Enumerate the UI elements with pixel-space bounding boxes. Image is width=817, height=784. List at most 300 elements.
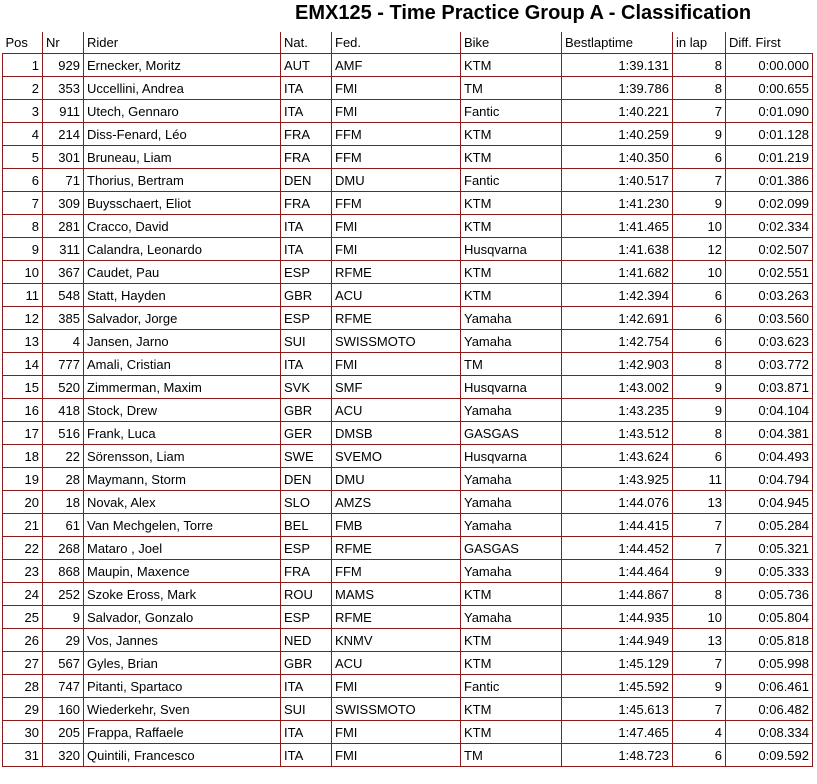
page-title: EMX125 - Time Practice Group A - Classification <box>295 2 752 24</box>
cell-nr: 252 <box>43 583 84 606</box>
cell-nr: 520 <box>43 376 84 399</box>
cell-pos: 11 <box>3 284 43 307</box>
cell-bike: KTM <box>461 698 562 721</box>
cell-fed: FFM <box>332 123 461 146</box>
cell-fed: FMI <box>332 721 461 744</box>
cell-nat: BEL <box>281 514 332 537</box>
cell-nr: 868 <box>43 560 84 583</box>
cell-pos: 29 <box>3 698 43 721</box>
cell-nat: ESP <box>281 606 332 629</box>
table-row <box>3 445 813 468</box>
cell-nat: DEN <box>281 468 332 491</box>
cell-nr: 747 <box>43 675 84 698</box>
cell-diff-first: 0:01.386 <box>726 169 813 192</box>
cell-nr: 29 <box>43 629 84 652</box>
cell-bestlaptime: 1:43.235 <box>562 399 673 422</box>
cell-nat: FRA <box>281 192 332 215</box>
cell-nr: 309 <box>43 192 84 215</box>
cell-nr: 18 <box>43 491 84 514</box>
cell-rider: Thorius, Bertram <box>84 169 281 192</box>
cell-in-lap: 6 <box>673 284 726 307</box>
cell-in-lap: 6 <box>673 307 726 330</box>
cell-diff-first: 0:05.818 <box>726 629 813 652</box>
cell-rider: Ernecker, Moritz <box>84 54 281 77</box>
cell-bestlaptime: 1:41.465 <box>562 215 673 238</box>
cell-nat: AUT <box>281 54 332 77</box>
cell-diff-first: 0:03.560 <box>726 307 813 330</box>
cell-pos: 21 <box>3 514 43 537</box>
cell-nat: ITA <box>281 744 332 767</box>
cell-nr: 301 <box>43 146 84 169</box>
cell-pos: 10 <box>3 261 43 284</box>
cell-in-lap: 8 <box>673 353 726 376</box>
cell-rider: Pitanti, Spartaco <box>84 675 281 698</box>
cell-bike: KTM <box>461 583 562 606</box>
cell-pos: 2 <box>3 77 43 100</box>
cell-diff-first: 0:02.334 <box>726 215 813 238</box>
cell-nr: 567 <box>43 652 84 675</box>
cell-bike: KTM <box>461 629 562 652</box>
cell-pos: 7 <box>3 192 43 215</box>
cell-pos: 20 <box>3 491 43 514</box>
cell-in-lap: 9 <box>673 399 726 422</box>
cell-bestlaptime: 1:44.452 <box>562 537 673 560</box>
table-row <box>3 353 813 376</box>
cell-pos: 17 <box>3 422 43 445</box>
cell-nat: ITA <box>281 100 332 123</box>
cell-pos: 28 <box>3 675 43 698</box>
cell-fed: DMU <box>332 169 461 192</box>
cell-bestlaptime: 1:44.867 <box>562 583 673 606</box>
cell-bike: KTM <box>461 652 562 675</box>
cell-in-lap: 7 <box>673 698 726 721</box>
cell-nat: GER <box>281 422 332 445</box>
cell-diff-first: 0:03.623 <box>726 330 813 353</box>
table-row <box>3 560 813 583</box>
cell-nat: FRA <box>281 560 332 583</box>
cell-diff-first: 0:01.128 <box>726 123 813 146</box>
table-row <box>3 100 813 123</box>
cell-bike: KTM <box>461 284 562 307</box>
cell-in-lap: 8 <box>673 77 726 100</box>
cell-bike: Husqvarna <box>461 376 562 399</box>
cell-bestlaptime: 1:43.624 <box>562 445 673 468</box>
cell-nr: 929 <box>43 54 84 77</box>
cell-bike: Yamaha <box>461 307 562 330</box>
cell-diff-first: 0:02.551 <box>726 261 813 284</box>
cell-rider: Van Mechgelen, Torre <box>84 514 281 537</box>
table-row <box>3 491 813 514</box>
cell-diff-first: 0:04.493 <box>726 445 813 468</box>
table-row <box>3 652 813 675</box>
cell-in-lap: 10 <box>673 261 726 284</box>
cell-fed: DMSB <box>332 422 461 445</box>
header-pos: Pos <box>3 32 43 54</box>
header-nat: Nat. <box>281 32 332 54</box>
table-row <box>3 192 813 215</box>
cell-in-lap: 8 <box>673 54 726 77</box>
cell-nr: 777 <box>43 353 84 376</box>
cell-bike: Fantic <box>461 675 562 698</box>
cell-fed: FFM <box>332 560 461 583</box>
cell-nr: 548 <box>43 284 84 307</box>
cell-rider: Frank, Luca <box>84 422 281 445</box>
cell-bestlaptime: 1:39.786 <box>562 77 673 100</box>
cell-nr: 268 <box>43 537 84 560</box>
cell-nr: 205 <box>43 721 84 744</box>
cell-rider: Calandra, Leonardo <box>84 238 281 261</box>
cell-nat: GBR <box>281 399 332 422</box>
cell-bestlaptime: 1:43.512 <box>562 422 673 445</box>
cell-diff-first: 0:05.321 <box>726 537 813 560</box>
cell-nr: 9 <box>43 606 84 629</box>
cell-bike: Yamaha <box>461 330 562 353</box>
cell-nr: 516 <box>43 422 84 445</box>
cell-fed: FMI <box>332 675 461 698</box>
cell-in-lap: 9 <box>673 192 726 215</box>
cell-bestlaptime: 1:47.465 <box>562 721 673 744</box>
cell-nat: ESP <box>281 537 332 560</box>
cell-bike: Yamaha <box>461 468 562 491</box>
cell-pos: 5 <box>3 146 43 169</box>
cell-diff-first: 0:08.334 <box>726 721 813 744</box>
cell-bestlaptime: 1:42.903 <box>562 353 673 376</box>
cell-pos: 19 <box>3 468 43 491</box>
table-row <box>3 307 813 330</box>
cell-nat: SUI <box>281 698 332 721</box>
header-nr: Nr <box>43 32 84 54</box>
cell-pos: 27 <box>3 652 43 675</box>
table-row <box>3 238 813 261</box>
table-row <box>3 146 813 169</box>
cell-bestlaptime: 1:45.129 <box>562 652 673 675</box>
cell-in-lap: 8 <box>673 583 726 606</box>
cell-in-lap: 6 <box>673 146 726 169</box>
cell-fed: AMF <box>332 54 461 77</box>
cell-diff-first: 0:01.219 <box>726 146 813 169</box>
table-row <box>3 399 813 422</box>
cell-rider: Quintili, Francesco <box>84 744 281 767</box>
cell-in-lap: 7 <box>673 537 726 560</box>
cell-in-lap: 7 <box>673 100 726 123</box>
table-row <box>3 744 813 767</box>
cell-diff-first: 0:01.090 <box>726 100 813 123</box>
table-row <box>3 606 813 629</box>
cell-bestlaptime: 1:43.002 <box>562 376 673 399</box>
header-bestlaptime: Bestlaptime <box>562 32 673 54</box>
cell-nr: 418 <box>43 399 84 422</box>
cell-bestlaptime: 1:41.230 <box>562 192 673 215</box>
table-row <box>3 169 813 192</box>
cell-rider: Statt, Hayden <box>84 284 281 307</box>
cell-bestlaptime: 1:48.723 <box>562 744 673 767</box>
cell-nat: DEN <box>281 169 332 192</box>
cell-nat: ITA <box>281 77 332 100</box>
cell-rider: Zimmerman, Maxim <box>84 376 281 399</box>
cell-bestlaptime: 1:42.754 <box>562 330 673 353</box>
cell-pos: 14 <box>3 353 43 376</box>
cell-pos: 13 <box>3 330 43 353</box>
cell-fed: SMF <box>332 376 461 399</box>
cell-bike: Yamaha <box>461 491 562 514</box>
cell-bestlaptime: 1:45.613 <box>562 698 673 721</box>
cell-nat: NED <box>281 629 332 652</box>
cell-diff-first: 0:06.461 <box>726 675 813 698</box>
cell-nat: SLO <box>281 491 332 514</box>
cell-fed: FMB <box>332 514 461 537</box>
cell-fed: KNMV <box>332 629 461 652</box>
cell-in-lap: 6 <box>673 445 726 468</box>
cell-nr: 911 <box>43 100 84 123</box>
cell-bestlaptime: 1:41.638 <box>562 238 673 261</box>
cell-bike: KTM <box>461 54 562 77</box>
cell-bike: KTM <box>461 146 562 169</box>
cell-in-lap: 10 <box>673 215 726 238</box>
cell-bike: Fantic <box>461 100 562 123</box>
cell-rider: Mataro , Joel <box>84 537 281 560</box>
cell-rider: Diss-Fenard, Léo <box>84 123 281 146</box>
cell-fed: RFME <box>332 261 461 284</box>
cell-diff-first: 0:03.772 <box>726 353 813 376</box>
cell-nr: 28 <box>43 468 84 491</box>
cell-nat: ITA <box>281 675 332 698</box>
cell-fed: RFME <box>332 606 461 629</box>
cell-in-lap: 9 <box>673 675 726 698</box>
cell-in-lap: 7 <box>673 652 726 675</box>
table-row <box>3 514 813 537</box>
cell-diff-first: 0:04.104 <box>726 399 813 422</box>
cell-nr: 311 <box>43 238 84 261</box>
cell-bestlaptime: 1:42.394 <box>562 284 673 307</box>
cell-in-lap: 10 <box>673 606 726 629</box>
cell-in-lap: 9 <box>673 376 726 399</box>
cell-pos: 9 <box>3 238 43 261</box>
cell-fed: ACU <box>332 399 461 422</box>
table-row <box>3 422 813 445</box>
cell-diff-first: 0:05.284 <box>726 514 813 537</box>
cell-fed: FMI <box>332 215 461 238</box>
cell-diff-first: 0:06.482 <box>726 698 813 721</box>
table-row <box>3 583 813 606</box>
cell-nat: SWE <box>281 445 332 468</box>
table-row <box>3 261 813 284</box>
cell-bestlaptime: 1:40.221 <box>562 100 673 123</box>
cell-bestlaptime: 1:43.925 <box>562 468 673 491</box>
cell-pos: 30 <box>3 721 43 744</box>
cell-rider: Gyles, Brian <box>84 652 281 675</box>
header-diff-first: Diff. First <box>726 32 813 54</box>
cell-diff-first: 0:04.794 <box>726 468 813 491</box>
cell-fed: MAMS <box>332 583 461 606</box>
table-row <box>3 537 813 560</box>
cell-in-lap: 6 <box>673 744 726 767</box>
cell-rider: Frappa, Raffaele <box>84 721 281 744</box>
cell-diff-first: 0:04.945 <box>726 491 813 514</box>
cell-diff-first: 0:05.333 <box>726 560 813 583</box>
cell-rider: Maymann, Storm <box>84 468 281 491</box>
cell-pos: 4 <box>3 123 43 146</box>
cell-in-lap: 9 <box>673 560 726 583</box>
cell-rider: Vos, Jannes <box>84 629 281 652</box>
cell-fed: FMI <box>332 238 461 261</box>
cell-diff-first: 0:00.000 <box>726 54 813 77</box>
cell-bike: TM <box>461 77 562 100</box>
table-row <box>3 77 813 100</box>
cell-fed: SVEMO <box>332 445 461 468</box>
cell-nat: FRA <box>281 123 332 146</box>
cell-rider: Salvador, Gonzalo <box>84 606 281 629</box>
cell-rider: Jansen, Jarno <box>84 330 281 353</box>
cell-pos: 31 <box>3 744 43 767</box>
cell-bestlaptime: 1:44.076 <box>562 491 673 514</box>
cell-bestlaptime: 1:44.464 <box>562 560 673 583</box>
cell-bestlaptime: 1:40.517 <box>562 169 673 192</box>
cell-rider: Wiederkehr, Sven <box>84 698 281 721</box>
table-row <box>3 721 813 744</box>
cell-diff-first: 0:04.381 <box>726 422 813 445</box>
cell-fed: DMU <box>332 468 461 491</box>
cell-pos: 16 <box>3 399 43 422</box>
cell-nat: GBR <box>281 284 332 307</box>
cell-nr: 160 <box>43 698 84 721</box>
cell-fed: FFM <box>332 146 461 169</box>
table-row <box>3 675 813 698</box>
cell-diff-first: 0:03.871 <box>726 376 813 399</box>
cell-pos: 12 <box>3 307 43 330</box>
cell-nat: ITA <box>281 721 332 744</box>
table-row <box>3 468 813 491</box>
cell-diff-first: 0:03.263 <box>726 284 813 307</box>
cell-rider: Cracco, David <box>84 215 281 238</box>
cell-nr: 22 <box>43 445 84 468</box>
cell-nr: 281 <box>43 215 84 238</box>
cell-in-lap: 12 <box>673 238 726 261</box>
cell-fed: SWISSMOTO <box>332 330 461 353</box>
cell-in-lap: 7 <box>673 169 726 192</box>
cell-fed: FMI <box>332 353 461 376</box>
cell-rider: Bruneau, Liam <box>84 146 281 169</box>
cell-nat: FRA <box>281 146 332 169</box>
cell-nr: 214 <box>43 123 84 146</box>
cell-fed: FMI <box>332 77 461 100</box>
cell-rider: Uccellini, Andrea <box>84 77 281 100</box>
cell-nr: 367 <box>43 261 84 284</box>
cell-bike: Yamaha <box>461 606 562 629</box>
cell-in-lap: 13 <box>673 491 726 514</box>
cell-bike: TM <box>461 744 562 767</box>
cell-nat: ITA <box>281 238 332 261</box>
cell-bestlaptime: 1:40.259 <box>562 123 673 146</box>
cell-bestlaptime: 1:41.682 <box>562 261 673 284</box>
cell-nat: ESP <box>281 307 332 330</box>
cell-diff-first: 0:05.804 <box>726 606 813 629</box>
cell-nr: 385 <box>43 307 84 330</box>
header-fed: Fed. <box>332 32 461 54</box>
cell-fed: RFME <box>332 537 461 560</box>
cell-bike: Fantic <box>461 169 562 192</box>
cell-nat: ITA <box>281 215 332 238</box>
cell-in-lap: 7 <box>673 514 726 537</box>
cell-fed: RFME <box>332 307 461 330</box>
cell-rider: Maupin, Maxence <box>84 560 281 583</box>
table-row <box>3 123 813 146</box>
cell-bike: Yamaha <box>461 560 562 583</box>
cell-rider: Utech, Gennaro <box>84 100 281 123</box>
cell-nat: ITA <box>281 353 332 376</box>
cell-in-lap: 4 <box>673 721 726 744</box>
cell-in-lap: 6 <box>673 330 726 353</box>
table-row <box>3 629 813 652</box>
cell-bike: Yamaha <box>461 399 562 422</box>
cell-rider: Stock, Drew <box>84 399 281 422</box>
cell-bike: Husqvarna <box>461 238 562 261</box>
cell-diff-first: 0:05.998 <box>726 652 813 675</box>
cell-in-lap: 9 <box>673 123 726 146</box>
cell-nr: 61 <box>43 514 84 537</box>
cell-bike: KTM <box>461 721 562 744</box>
cell-pos: 22 <box>3 537 43 560</box>
header-rider: Rider <box>84 32 281 54</box>
cell-in-lap: 8 <box>673 422 726 445</box>
cell-rider: Salvador, Jorge <box>84 307 281 330</box>
cell-nr: 71 <box>43 169 84 192</box>
cell-bestlaptime: 1:44.935 <box>562 606 673 629</box>
cell-fed: FMI <box>332 100 461 123</box>
cell-rider: Szoke Eross, Mark <box>84 583 281 606</box>
cell-pos: 1 <box>3 54 43 77</box>
cell-fed: ACU <box>332 284 461 307</box>
cell-bike: Husqvarna <box>461 445 562 468</box>
table-row <box>3 376 813 399</box>
cell-diff-first: 0:02.099 <box>726 192 813 215</box>
table-row <box>3 215 813 238</box>
cell-bike: KTM <box>461 261 562 284</box>
cell-nr: 320 <box>43 744 84 767</box>
cell-diff-first: 0:05.736 <box>726 583 813 606</box>
cell-nr: 353 <box>43 77 84 100</box>
cell-fed: FFM <box>332 192 461 215</box>
cell-bestlaptime: 1:44.949 <box>562 629 673 652</box>
cell-nat: GBR <box>281 652 332 675</box>
cell-in-lap: 11 <box>673 468 726 491</box>
cell-bike: GASGAS <box>461 537 562 560</box>
cell-bike: KTM <box>461 192 562 215</box>
cell-pos: 24 <box>3 583 43 606</box>
cell-nat: ESP <box>281 261 332 284</box>
cell-bestlaptime: 1:39.131 <box>562 54 673 77</box>
cell-fed: SWISSMOTO <box>332 698 461 721</box>
cell-in-lap: 13 <box>673 629 726 652</box>
cell-diff-first: 0:09.592 <box>726 744 813 767</box>
cell-nr: 4 <box>43 330 84 353</box>
cell-bestlaptime: 1:40.350 <box>562 146 673 169</box>
cell-bike: GASGAS <box>461 422 562 445</box>
table-row <box>3 284 813 307</box>
cell-nat: SUI <box>281 330 332 353</box>
cell-nat: SVK <box>281 376 332 399</box>
cell-rider: Caudet, Pau <box>84 261 281 284</box>
cell-rider: Sörensson, Liam <box>84 445 281 468</box>
cell-pos: 6 <box>3 169 43 192</box>
cell-nat: ROU <box>281 583 332 606</box>
cell-pos: 26 <box>3 629 43 652</box>
cell-pos: 23 <box>3 560 43 583</box>
cell-bestlaptime: 1:44.415 <box>562 514 673 537</box>
cell-pos: 15 <box>3 376 43 399</box>
cell-diff-first: 0:00.655 <box>726 77 813 100</box>
table-row <box>3 330 813 353</box>
cell-rider: Buysschaert, Eliot <box>84 192 281 215</box>
